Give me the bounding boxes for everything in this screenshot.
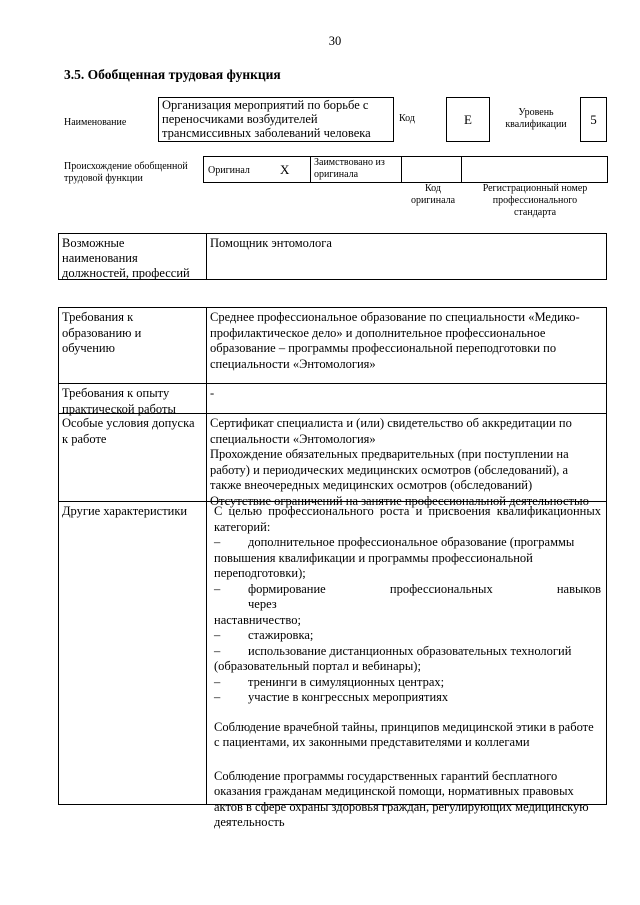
list-item [214,535,601,551]
function-name-line: переносчиками возбудителей [162,112,318,126]
list-item-text: формирование профессиональных навыков через [248,581,601,611]
education-label [59,308,206,359]
caption-line: Код [425,183,441,194]
list-dash: – [214,628,221,642]
caption-line: профессионального [492,195,578,206]
text-line: С целью профессионального роста и присвоения квалификационных [214,504,601,518]
text-line: профилактическое дело» и дополнительное профессиональное [210,325,546,340]
list-item [214,582,601,613]
positions-value: Помощник энтомолога [210,236,332,250]
function-name-line: трансмиссивных заболеваний человека [162,126,371,140]
text-line: Среднее профессиональное образование по специальности «Медико- [210,310,580,324]
text-line: деятельность [214,815,285,829]
label-line: Требования к опыту [62,386,170,400]
text-line: Соблюдение врачебной тайны, принципов медицинской этики в работе [214,719,594,734]
name-label: Наименование [64,117,127,128]
origin-label-line: Происхождение обобщенной [64,161,188,172]
label-line: Требования к [62,310,134,324]
text-line: категорий: [214,519,271,534]
text-line: оказания гражданам медицинской помощи, нормативных правовых [214,784,574,798]
borrowed-label [314,157,385,181]
positions-label [59,234,206,283]
list-dash: – [214,690,221,704]
label-line: Возможные [62,236,125,250]
text-line: специальности «Энтомология» [210,356,376,371]
text-line: также внеочередных медицинских осмотров (обследований) [210,478,533,492]
level-label-line: квалификации [505,119,567,130]
label-line: обучению [62,341,115,355]
label-line: должностей, профессий [62,266,190,280]
special-conditions-value [207,414,607,511]
caption-line: оригинала [410,195,456,206]
caption-line: стандарта [513,207,557,218]
code-value-box: E [446,97,490,142]
borrowed-label-line: Заимствовано из [314,157,385,168]
list-item-text: тренинги в симуляционных центрах; [248,674,445,689]
list-item-continuation: (образовательный портал и вебинары); [214,659,421,673]
code-label: Код [399,113,415,124]
list-item-continuation: повышения квалификации и программы профессиональной [214,550,533,565]
list-item-text: использование дистанционных образовательных технологий [248,643,572,658]
label-line: к работе [62,431,107,446]
function-name-box [158,97,394,142]
list-item [214,690,601,706]
list-item [214,628,601,644]
other-characteristics-label: Другие характеристики [62,504,188,518]
list-dash: – [214,643,221,658]
label-line: образованию и [62,325,142,340]
section-title: 3.5. Обобщенная трудовая функция [64,67,281,82]
text-line: образование – программы профессиональной переподготовки по [210,341,557,355]
list-item-text: дополнительное профессиональное образование (программы [248,535,575,549]
special-conditions-label [59,414,206,449]
list-item-text: стажировка; [248,628,314,642]
text-line: работу) и периодических медицинских осмотров (обследований), а [210,462,569,477]
label-line: практической работы [62,401,176,416]
origin-table [203,156,608,183]
label-line: наименования [62,251,138,265]
list-item-continuation: переподготовки); [214,566,306,580]
text-line: специальности «Энтомология» [210,431,376,446]
text-line: актов в сфере охраны здоровья граждан, регулирующих медицинскую [214,799,589,814]
text-line: Отсутствие ограничений на занятие профессиональной деятельностью [210,493,589,508]
list-item [214,644,601,660]
function-name-line: Организация мероприятий по борьбе с [162,98,369,112]
text-line: с пациентами, их законными представителями и коллегами [214,735,530,749]
list-dash: – [214,535,221,549]
original-mark: X [280,162,290,177]
list-item [214,675,601,691]
page-number: 30 [328,34,342,48]
list-item-text: участие в конгрессных мероприятиях [248,690,449,704]
registration-caption [470,183,600,219]
code-original-caption [398,183,468,207]
level-value-box: 5 [580,97,607,142]
education-value [207,308,606,374]
list-dash: – [214,674,221,689]
level-label [500,107,572,131]
borrowed-label-line: оригинала [314,169,359,180]
list-dash: – [214,581,221,596]
list-item-continuation: наставничество; [214,612,301,627]
positions-table [58,233,607,280]
origin-label [64,161,188,185]
experience-value: - [210,386,215,400]
original-label: Оригинал [208,165,250,176]
other-characteristics-value [211,502,604,833]
text-line: Соблюдение программы государственных гарантий бесплатного [214,768,558,783]
text-line: Прохождение обязательных предварительных (при поступлении на [210,447,569,461]
requirements-table [58,307,607,829]
origin-label-line: трудовой функции [64,173,143,184]
label-line: Особые условия допуска [62,416,195,430]
caption-line: Регистрационный номер [482,183,588,194]
text-line: Сертификат специалиста и (или) свидетельство об аккредитации по [210,416,572,430]
level-label-line: Уровень [518,107,554,118]
